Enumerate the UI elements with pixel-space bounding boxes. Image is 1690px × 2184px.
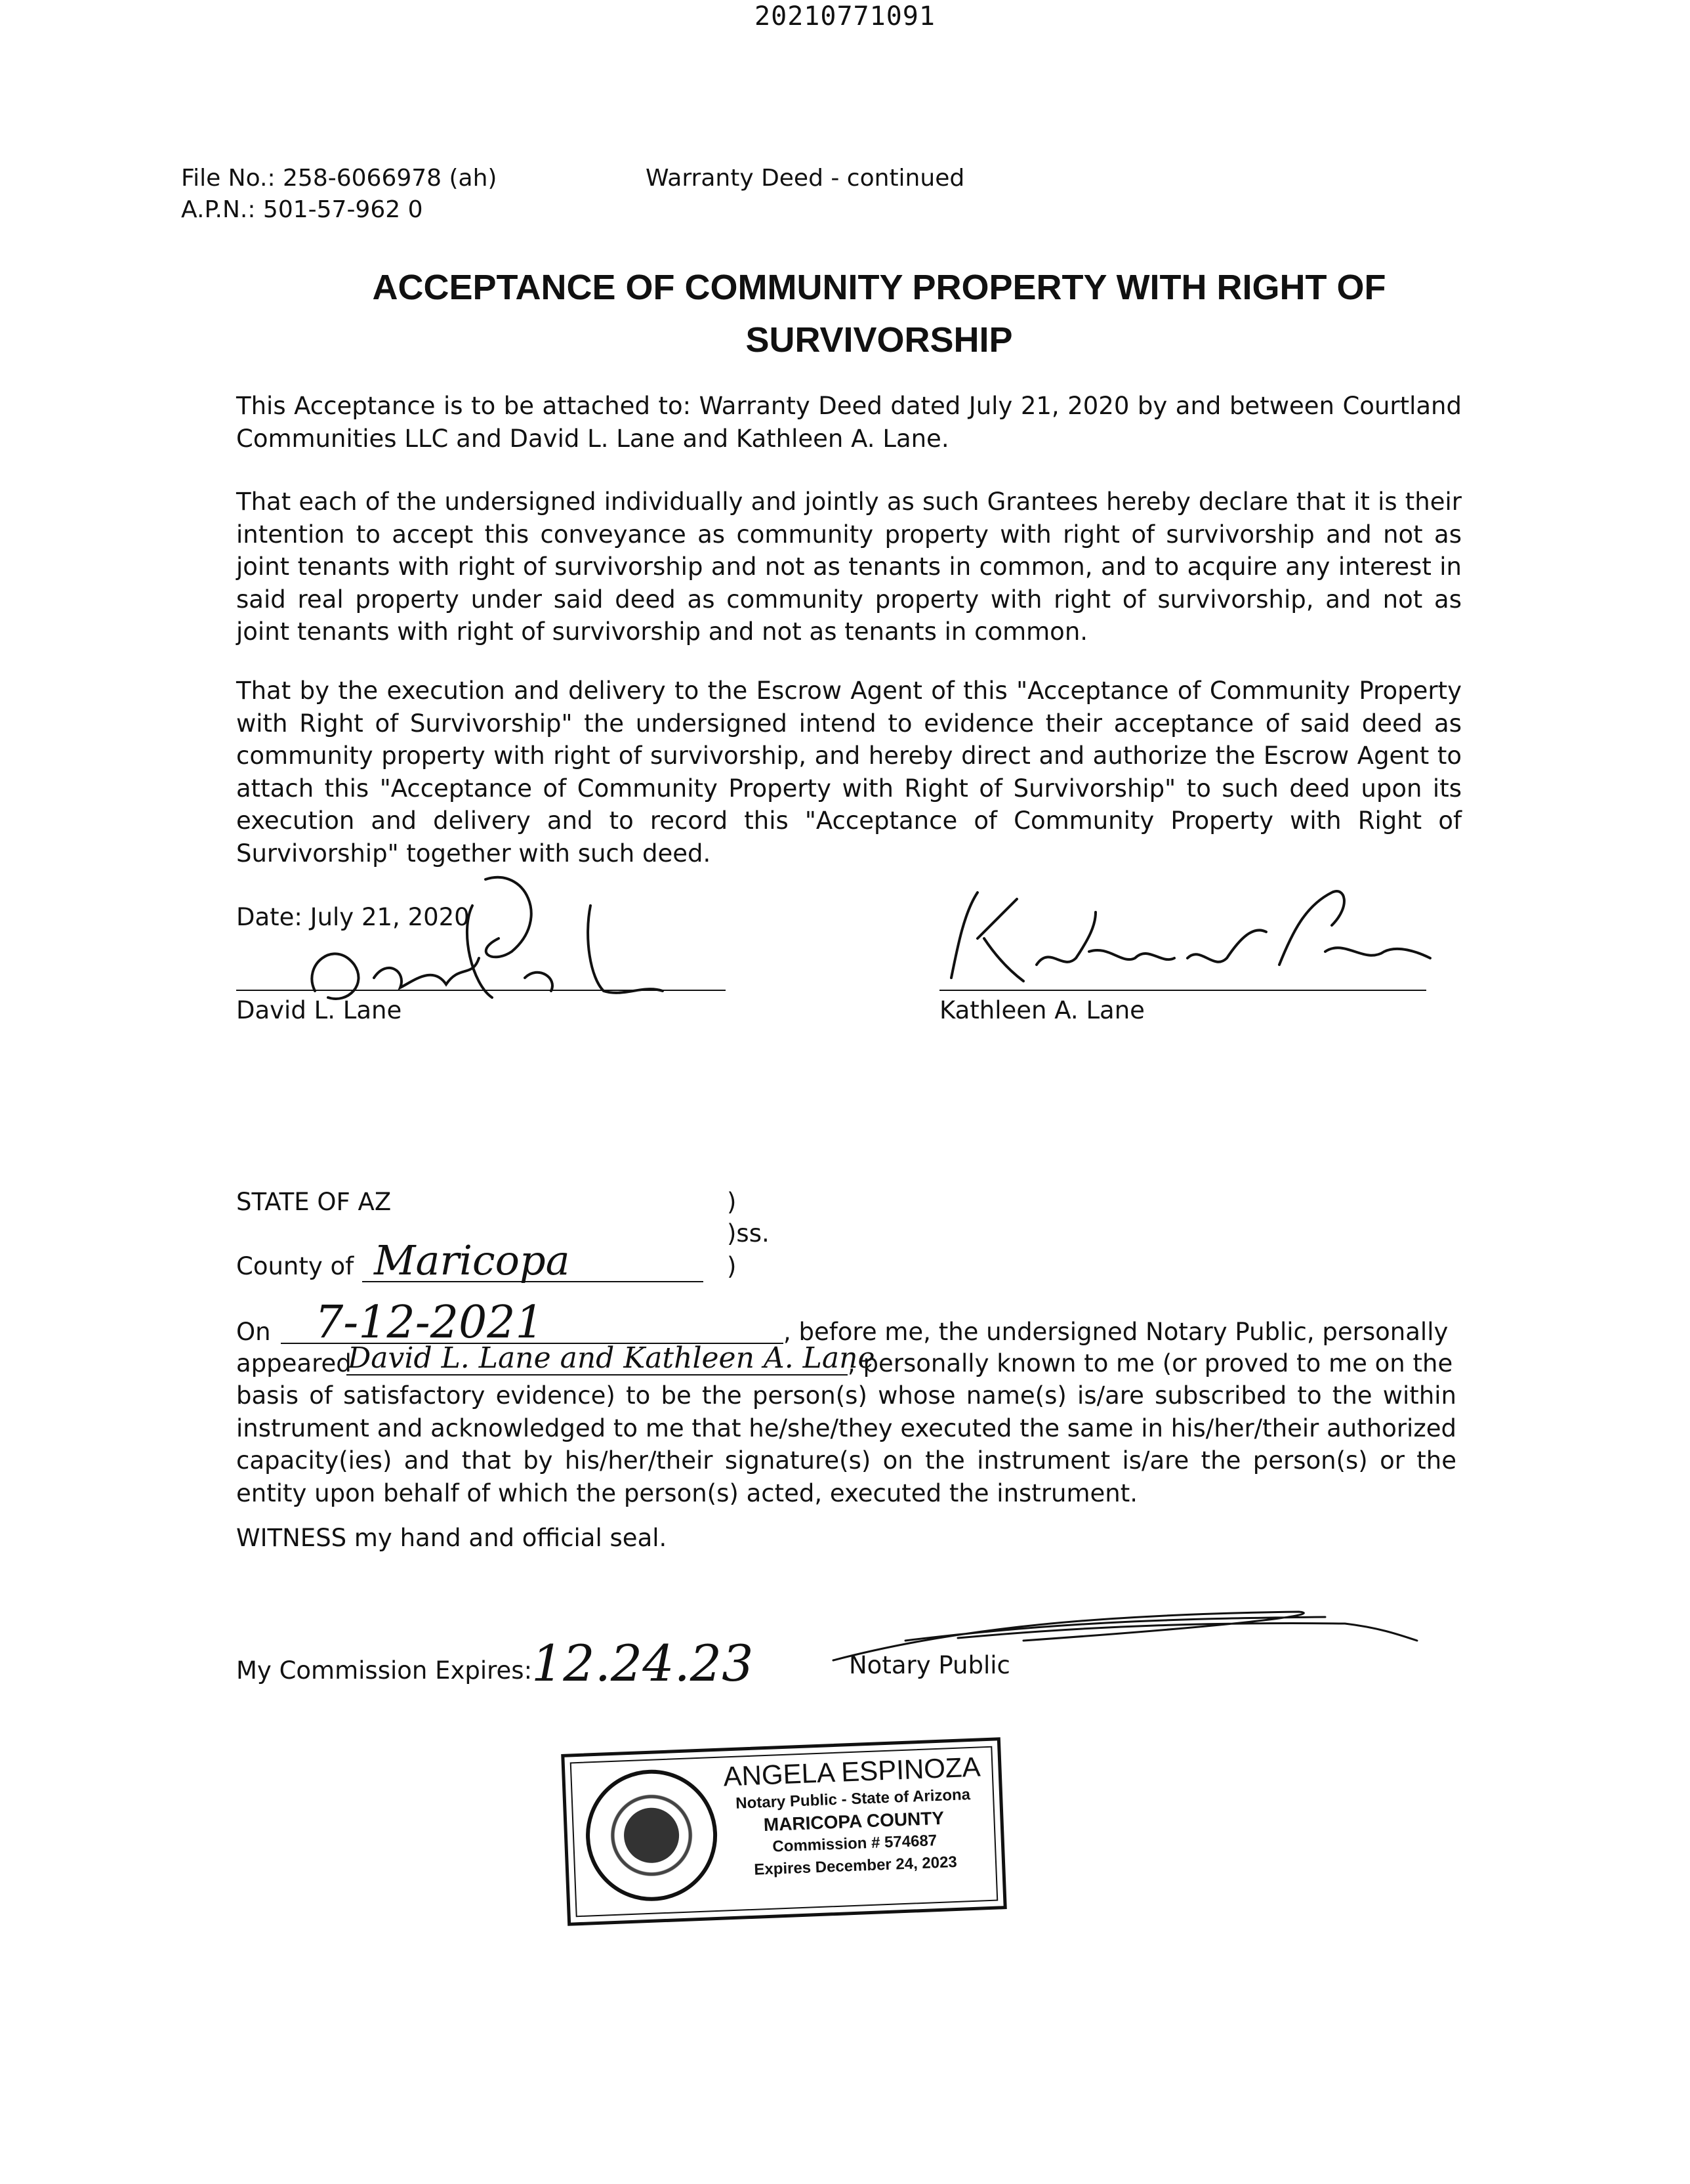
stamp-expiration: Expires December 24, 2023 <box>753 1853 958 1879</box>
paren-top: ) <box>727 1188 737 1216</box>
acknowledgment-paragraph: basis of satisfactory evidence) to be the person(s) whose name(s) is/are subscribed to the within instrument and acknowledged to me that he/she/they executed the same in his/her/their authorized capacity(ies) and that by his/her/their signature(s) on the instrument is/are the person(s) or the entity upon behalf of which the person(s) acted, executed the instrument. <box>236 1381 1456 1507</box>
stamp-notary-name: ANGELA ESPINOZA <box>722 1751 981 1792</box>
stamp-text <box>717 1750 991 1883</box>
notary-public-label: Notary Public <box>849 1651 1010 1679</box>
date-label: Date: July 21, 2020 <box>236 903 470 931</box>
document-number: 20210771091 <box>754 1 936 32</box>
county-handwritten: Maricopa <box>374 1236 570 1284</box>
stamp-county: MARICOPA COUNTY <box>763 1807 945 1836</box>
appeared-label: appeared <box>236 1349 352 1377</box>
before-me-text: , before me, the undersigned Notary Public, personally <box>783 1318 1449 1346</box>
personally-known-text: , personally known to me (or proved to me on the <box>848 1349 1453 1377</box>
attachment-paragraph: This Acceptance is to be attached to: Warranty Deed dated July 21, 2020 by and between Courtland Communities LLC and David L. Lane and Kathleen A. Lane. <box>236 392 1462 453</box>
on-label: On <box>236 1318 271 1346</box>
county-line <box>362 1281 703 1282</box>
commission-expires-label: My Commission Expires: <box>236 1656 533 1685</box>
witness-text: WITNESS my hand and official seal. <box>236 1524 667 1552</box>
county-label: County of <box>236 1252 354 1280</box>
declaration-paragraph: That each of the undersigned individually and jointly as such Grantees hereby declare that it is their intention to accept this conveyance as community property with right of survivorship and not as joint tenants with right of survivorship and not as tenants in common, and to acquire any interest in said real property under said deed as community property with right of survivorship, and not as joint tenants with right of survivorship and not as tenants in common. <box>236 488 1462 646</box>
title-line-2: SURVIVORSHIP <box>745 320 1013 360</box>
signer-name-kathleen: Kathleen A. Lane <box>939 996 1145 1024</box>
notary-date-handwritten: 7-12-2021 <box>315 1297 544 1349</box>
stamp-notary-title: Notary Public - State of Arizona <box>735 1786 971 1813</box>
signer-name-david: David L. Lane <box>236 996 402 1024</box>
stamp-commission-number: Commission # 574687 <box>772 1832 938 1856</box>
page-title <box>236 261 1522 366</box>
seal-core <box>623 1807 680 1864</box>
paren-bottom: ) <box>727 1252 737 1280</box>
escrow-paragraph: That by the execution and delivery to the Escrow Agent of this "Acceptance of Community Property with Right of Survivorship" the undersigned intend to evidence their acceptance of said deed as community property with right of survivorship, and hereby direct and authorize the Escrow Agent to attach this "Acceptance of Community Property with Right of Survivorship" to such deed upon its execution and delivery and to record this "Acceptance of Community Property with Right of Survivorship" together with such deed. <box>236 677 1462 868</box>
appeared-names-handwritten: David L. Lane and Kathleen A. Lane <box>348 1341 875 1375</box>
apn-number: A.P.N.: 501-57-962 0 <box>181 196 423 223</box>
paren-ss: )ss. <box>727 1219 770 1248</box>
commission-date-handwritten: 12.24.23 <box>531 1634 754 1692</box>
kathleen-signature <box>938 866 1437 998</box>
file-number: File No.: 258-6066978 (ah) <box>181 165 497 192</box>
david-signature <box>276 866 695 1024</box>
notary-stamp <box>561 1737 1007 1926</box>
appeared-line <box>346 1374 848 1376</box>
deed-continued-label: Warranty Deed - continued <box>646 165 965 192</box>
title-line-1: ACCEPTANCE OF COMMUNITY PROPERTY WITH RIGHT OF <box>372 268 1386 307</box>
state-label: STATE OF AZ <box>236 1188 392 1216</box>
